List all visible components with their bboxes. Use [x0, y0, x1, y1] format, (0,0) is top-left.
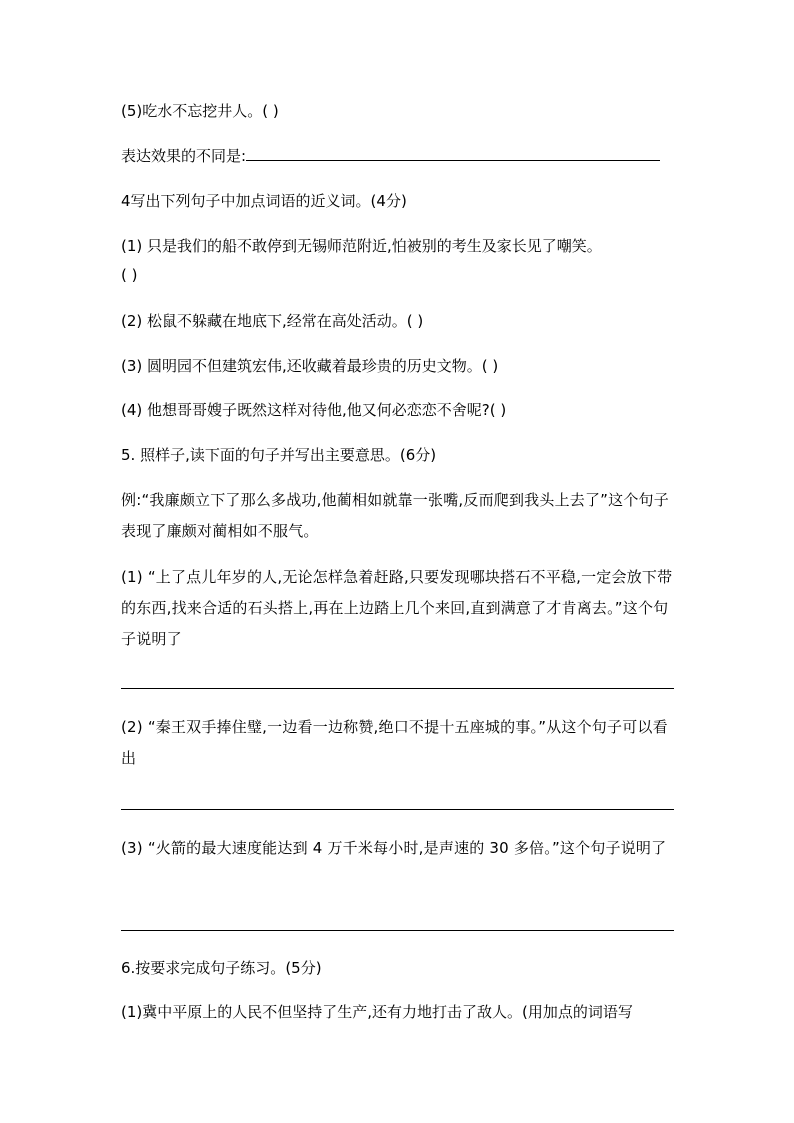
question-5-heading: 5. 照样子,读下面的句子并写出主要意思。(6分) — [121, 446, 437, 464]
question-5-example: 例:“我廉颇立下了那么多战功,他蔺相如就靠一张嘴,反而爬到我头上去了”这个句子表现了廉颇对蔺相如不服气。 — [121, 491, 669, 540]
question-4-item-4: (4) 他想哥哥嫂子既然这样对待他,他又何必恋恋不舍呢?( ) — [121, 401, 507, 419]
question-5-item-3: (3) “火箭的最大速度能达到 4 万千米每小时,是声速的 30 多倍。”这个句子说明了 — [121, 839, 667, 857]
question-5-item-2: (2) “秦王双手捧住璧,一边看一边称赞,绝口不提十五座城的事。”从这个句子可以看出 — [121, 718, 668, 767]
answer-line-q5-2[interactable] — [121, 809, 674, 810]
question-4-heading: 4写出下列句子中加点词语的近义词。(4分) — [121, 192, 407, 210]
question-3-item-5: (5)吃水不忘挖井人。( ) — [121, 102, 279, 120]
answer-line-q5-3[interactable] — [121, 930, 674, 931]
question-4-item-2: (2) 松鼠不躲藏在地底下,经常在高处活动。( ) — [121, 312, 424, 330]
question-6-item-1: (1)冀中平原上的人民不但坚持了生产,还有力地打击了敌人。(用加点的词语写 — [121, 1003, 633, 1021]
question-4-item-3: (3) 圆明园不但建筑宏伟,还收藏着最珍贵的历史文物。( ) — [121, 357, 499, 375]
question-3-difference-row — [121, 146, 660, 166]
question-4-item-1: (1) 只是我们的船不敢停到无锡师范附近,怕被别的考生及家长见了嘲笑。 — [121, 237, 602, 255]
answer-blank-line[interactable] — [246, 146, 660, 161]
question-3-difference-label: 表达效果的不同是: — [121, 147, 247, 165]
question-6-heading: 6.按要求完成句子练习。(5分) — [121, 959, 322, 977]
answer-line-q5-1[interactable] — [121, 688, 674, 689]
question-4-item-1-answer-parens[interactable]: ( ) — [121, 266, 138, 284]
question-5-item-1: (1) “上了点儿年岁的人,无论怎样急着赶路,只要发现哪块搭石不平稳,一定会放下带的东西,找来合适的石头搭上,再在上边踏上几个来回,直到满意了才肯离去。”这个句子说明了 — [121, 568, 673, 648]
